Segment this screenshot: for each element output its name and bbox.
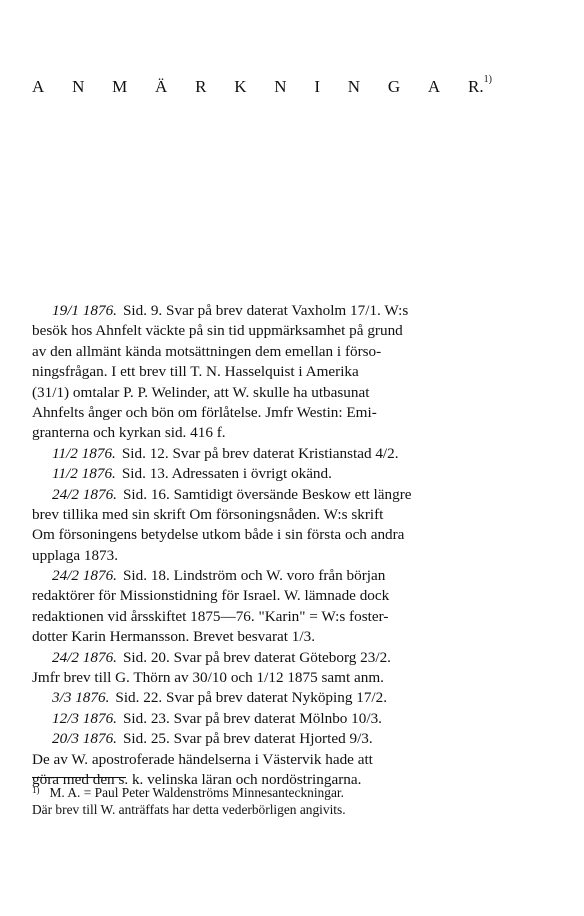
note-entry	[32, 648, 486, 689]
note-line: granterna och kyrkan sid. 416 f.	[32, 424, 226, 442]
note-line: De av W. apostroferade händelserna i Västervik hade att	[32, 750, 373, 768]
footnote-divider	[32, 777, 126, 778]
entry-text: Sid. 22. Svar på brev daterat Nyköping 17/2.	[115, 689, 388, 707]
note-entry	[32, 729, 486, 790]
note-line: besök hos Ahnfelt väckte på sin tid uppmärksamhet på grund	[32, 322, 403, 340]
entry-date: 11/2 1876.	[52, 465, 116, 483]
note-line: Om försoningens betydelse utkom både i sin första och andra	[32, 526, 405, 544]
note-entry	[32, 688, 486, 708]
entry-text: Sid. 23. Svar på brev daterat Mölnbo 10/3.	[122, 709, 382, 727]
heading-letter: G	[387, 77, 401, 96]
note-entry	[32, 566, 486, 648]
note-line	[32, 444, 486, 464]
note-line	[32, 709, 486, 729]
note-entry	[32, 485, 486, 567]
note-line	[32, 566, 486, 586]
note-line: Jmfr brev till G. Thörn av 30/10 och 1/12 1875 samt anm.	[32, 669, 384, 687]
note-line: (31/1) omtalar P. P. Welinder, att W. skulle ha utbasunat	[32, 383, 370, 401]
heading-letter: A	[32, 77, 45, 96]
heading-letter: N	[347, 77, 361, 96]
note-line: Ahnfelts ånger och bön om förlåtelse. Jmfr Westin: Emi-	[32, 403, 377, 421]
entry-text: Sid. 16. Samtidigt översände Beskow ett längre	[122, 485, 412, 503]
heading-letter: R.	[467, 77, 484, 96]
note-line: göra med den s. k. velinska läran och nordöstringarna.	[32, 770, 362, 788]
heading-footnote-marker: 1)	[483, 74, 492, 85]
note-line: redaktörer för Missionstidning för Israel. W. lämnade dock	[32, 587, 390, 605]
entry-text: Sid. 18. Lindström och W. voro från början	[122, 567, 386, 585]
heading-letter: I	[314, 77, 321, 96]
heading-letter: N	[274, 77, 287, 96]
note-line	[32, 464, 486, 484]
footnote-line	[32, 784, 486, 801]
note-entry	[32, 444, 486, 464]
notes-body	[32, 301, 486, 790]
heading-letter: R	[195, 77, 207, 96]
entry-text: Sid. 20. Svar på brev daterat Göteborg 23/2.	[122, 648, 391, 666]
entry-date: 19/1 1876.	[52, 302, 117, 319]
note-line	[32, 485, 486, 505]
note-line	[32, 301, 486, 321]
note-entry	[32, 464, 486, 484]
note-line: upplaga 1873.	[32, 546, 119, 564]
entry-date: 24/2 1876.	[52, 648, 117, 666]
note-line: av den allmänt kända motsättningen dem emellan i förso-	[32, 342, 382, 360]
entry-date: 12/3 1876.	[52, 709, 117, 727]
entry-text: Sid. 25. Svar på brev daterat Hjorted 9/3.	[122, 730, 373, 748]
entry-date: 20/3 1876.	[52, 730, 117, 748]
note-line: redaktionen vid årsskiftet 1875—76. "Karin" = W:s foster-	[32, 607, 389, 625]
footnote-text: M. A. = Paul Peter Waldenströms Minnesanteckningar.	[49, 785, 344, 800]
heading-letter: M	[112, 77, 128, 96]
note-line: dotter Karin Hermansson. Brevet besvarat 1/3.	[32, 628, 315, 646]
entry-text: Sid. 12. Svar på brev daterat Kristianstad 4/2.	[121, 444, 399, 462]
note-line	[32, 648, 486, 668]
footnote-marker: 1)	[32, 785, 40, 795]
footnote	[32, 784, 486, 818]
entry-date: 24/2 1876.	[52, 485, 117, 503]
entry-date: 24/2 1876.	[52, 567, 117, 585]
heading-letter: Ä	[155, 77, 168, 96]
entry-date: 11/2 1876.	[52, 444, 116, 462]
note-line	[32, 729, 486, 749]
entry-date: 3/3 1876.	[52, 689, 110, 707]
entry-text: Sid. 13. Adressaten i övrigt okänd.	[121, 465, 332, 483]
page-heading	[32, 74, 492, 97]
footnote-line: Där brev till W. anträffats har detta vederbörligen angivits.	[32, 802, 346, 817]
note-line: brev tillika med sin skrift Om försoningsnåden. W:s skrift	[32, 505, 384, 523]
heading-letter: A	[427, 77, 441, 96]
note-entry	[32, 709, 486, 729]
note-line: ningsfrågan. I ett brev till T. N. Hasselquist i Amerika	[32, 363, 359, 381]
heading-letter-last	[467, 74, 492, 97]
heading-letter: K	[234, 77, 247, 96]
entry-text: Sid. 9. Svar på brev daterat Vaxholm 17/1. W:s	[122, 302, 409, 319]
note-line	[32, 688, 486, 708]
heading-letter: N	[72, 77, 85, 96]
note-entry	[32, 301, 486, 444]
